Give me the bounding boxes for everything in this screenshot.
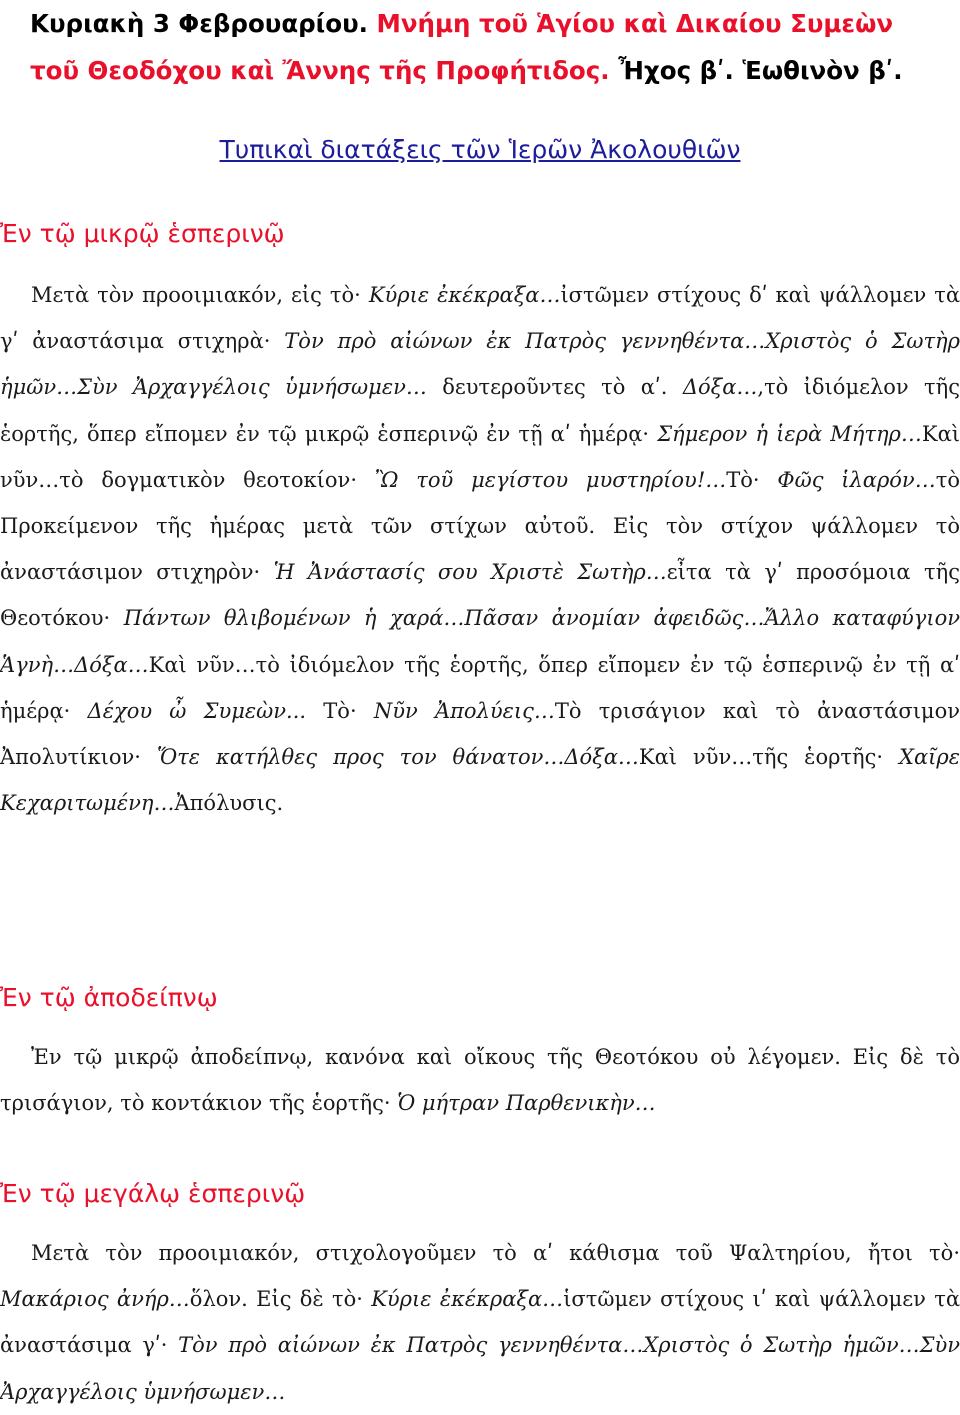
quote: Σήμερον ἡ ἱερὰ Μήτηρ… <box>657 421 922 446</box>
quote: Πάντων θλιβομένων ἡ χαρά…Πᾶσαν ἀνομίαν ἀφειδῶς…Ἄλλο καταφύγιον Ἁγνὴ…Δόξα… <box>0 606 960 677</box>
quote: Κύριε ἐκέκραξα… <box>368 283 561 307</box>
heading-great-vespers: Ἐν τῷ μεγάλῳ ἑσπερινῷ <box>0 1179 306 1208</box>
page-title <box>30 0 950 94</box>
text: Καὶ νῦν…τῆς ἑορτῆς· <box>638 745 900 770</box>
quote: Χαῖρε Κεχαριτωμένη… <box>0 745 960 816</box>
text: εἶτα τὰ γʹ προσόμοια τῆς Θεοτόκου· <box>0 560 960 631</box>
quote: Φῶς ἱλαρόν… <box>777 467 936 492</box>
quote: Δέχου ὦ Συμεὼν... <box>87 698 307 723</box>
text: Ἐν τῷ μικρῷ ἀποδείπνῳ, κανόνα καὶ οἴκους τῆς Θεοτόκου οὐ λέγομεν. Εἰς δὲ τὸ τρισάγιον, τὸ κοντάκιον τῆς ἑορτῆς· <box>0 1045 960 1116</box>
text: Τὸ τρισάγιον καὶ τὸ ἀναστάσιμον Ἀπολυτίκιον· <box>0 698 960 770</box>
quote: Τὸν πρὸ αἰώνων ἐκ Πατρὸς γεννηθέντα…Χριστὸς ὁ Σωτὴρ ἡμῶν…Σὺν Ἀρχαγγέλοις ὑμνήσωμεν… <box>0 329 960 400</box>
paragraph-great-vespers <box>0 1230 960 1415</box>
text: ,τὸ ἰδιόμελον τῆς ἑορτῆς, ὅπερ εἴπομεν ἐν τῷ μικρῷ ἑσπερινῷ ἐν τῇ αʹ ἡμέρᾳ· <box>0 375 960 446</box>
text: ὅλον. Εἰς δὲ τὸ· <box>189 1287 372 1312</box>
toc-link[interactable]: Τυπικαὶ διατάξεις τῶν Ἱερῶν Ἀκολουθιῶν <box>219 135 741 164</box>
toc-link-container <box>0 130 960 170</box>
text: ἱστῶμεν στίχους ιʹ καὶ ψάλλομεν τὰ ἀναστάσιμα γʹ· <box>0 1287 960 1358</box>
title-commemoration: Μνήμη τοῦ Ἁγίου καὶ Δικαίου Συμεὼν τοῦ Θεοδόχου καὶ Ἄννης τῆς Προφήτιδος. <box>30 9 894 85</box>
title-tone: Ἦχος βʹ. Ἑωθινὸν βʹ. <box>618 56 903 85</box>
text: Τὸ· <box>726 467 778 492</box>
quote: Κύριε ἐκέκραξα… <box>371 1287 564 1312</box>
quote: Μακάριος ἀνήρ… <box>0 1287 190 1312</box>
text: Καὶ νῦν…τὸ δογματικὸν θεοτοκίον· <box>0 421 960 492</box>
text: Μετὰ τὸν προοιμιακόν, στιχολογοῦμεν τὸ αʹ κάθισμα τοῦ Ψαλτηρίου, ἤτοι τὸ· <box>31 1241 960 1265</box>
heading-compline: Ἐν τῷ ἀποδείπνῳ <box>0 983 218 1012</box>
text: ἰστῶμεν στίχους δʹ καὶ ψάλλομεν τὰ γʹ ἀναστάσιμα στιχηρὰ· <box>0 283 960 354</box>
text: Καὶ νῦν…τὸ ἰδιόμελον τῆς ἑορτῆς, ὅπερ εἴπομεν ἐν τῷ ἑσπερινῷ ἐν τῇ αʹ ἡμέρᾳ· <box>0 652 960 723</box>
quote: Ὢ τοῦ μεγίστου μυστηρίου!… <box>374 467 727 492</box>
quote: Νῦν Ἀπολύεις… <box>373 698 555 723</box>
quote: Δόξα… <box>682 375 758 400</box>
text: Ἀπόλυσις. <box>174 791 284 816</box>
text: τὸ Προκείμενον τῆς ἡμέρας μετὰ τῶν στίχων αὐτοῦ. Εἰς τὸν στίχον ψάλλομεν τὸ ἀναστάσιμον στιχηρὸν· <box>0 467 960 585</box>
heading-small-vespers: Ἐν τῷ μικρῷ ἑσπερινῷ <box>0 219 285 248</box>
paragraph-small-vespers <box>0 272 960 826</box>
quote: Τὸν πρὸ αἰώνων ἐκ Πατρὸς γεννηθέντα…Χριστὸς ὁ Σωτὴρ ἡμῶν…Σὺν Ἀρχαγγέλοις ὑμνήσωμεν… <box>0 1333 960 1404</box>
text: Τὸ· <box>306 698 374 723</box>
title-date: Κυριακὴ 3 Φεβρουαρίου. <box>30 9 368 38</box>
quote: Ἡ Ἀνάστασίς σου Χριστὲ Σωτὴρ… <box>273 560 667 585</box>
text: Μετὰ τὸν προοιμιακόν, εἰς τὸ· <box>31 283 369 307</box>
text: δευτεροῦντες τὸ αʹ. <box>426 375 683 400</box>
paragraph-compline <box>0 1034 960 1126</box>
quote: Ὁ μήτραν Παρθενικὴν… <box>397 1091 656 1116</box>
quote: Ὅτε κατήλθες προς τον θάνατον…Δόξα… <box>156 745 639 770</box>
